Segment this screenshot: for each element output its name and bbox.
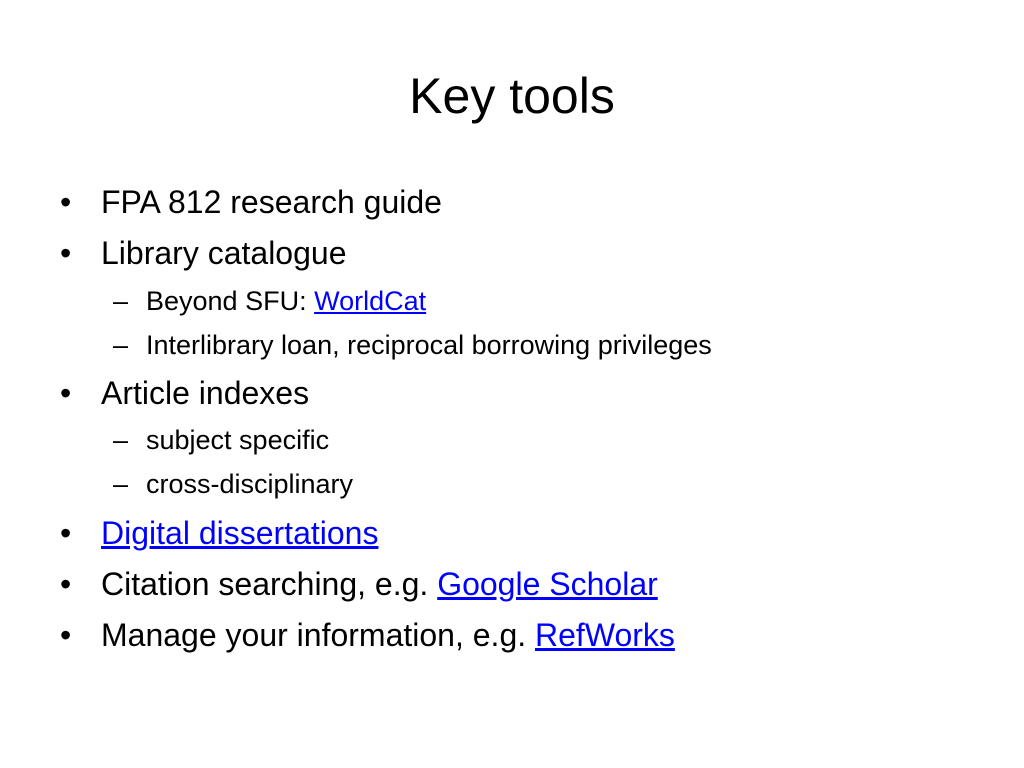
bullet-content [101,615,675,655]
dash-icon: – [113,330,129,360]
digital-dissertations-link[interactable]: Digital dissertations [101,515,379,551]
sub-item-content [146,284,426,318]
bullet-text: Citation searching, e.g. [101,566,438,602]
bullet-text: Article indexes [101,375,310,411]
google-scholar-link[interactable]: Google Scholar [437,566,658,602]
dash-icon: – [113,286,129,316]
bullet-content [101,513,378,553]
bullet-icon: • [60,184,72,220]
bullet-text: Manage your information, e.g. [101,617,536,653]
dash-icon: – [113,425,129,455]
bullet-text: Library catalogue [101,235,347,271]
sub-item-text: Beyond SFU: [146,286,315,316]
worldcat-link[interactable]: WorldCat [314,286,427,316]
sub-item-text: subject specific [146,425,330,455]
slide-title: Key tools [409,68,615,124]
sub-item-text: cross-disciplinary [146,469,354,499]
bullet-icon: • [60,515,72,551]
bullet-icon: • [60,375,72,411]
refworks-link[interactable]: RefWorks [535,617,675,653]
bullet-text: FPA 812 research guide [101,184,442,220]
bullet-icon: • [60,566,72,602]
bullet-icon: • [60,235,72,271]
dash-icon: – [113,469,129,499]
sub-item-text: Interlibrary loan, reciprocal borrowing privileges [146,330,712,360]
bullet-content [101,564,658,604]
bullet-icon: • [60,617,72,653]
